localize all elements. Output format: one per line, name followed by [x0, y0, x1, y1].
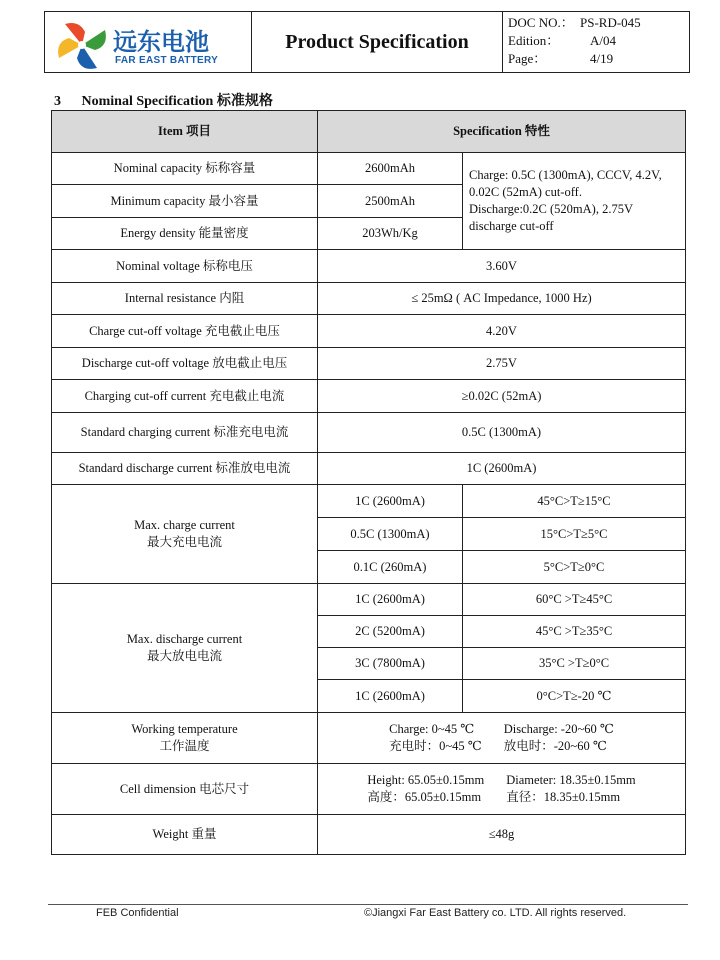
- header-specification: Specification 特性: [318, 111, 686, 153]
- capacity-test-conditions: [463, 153, 686, 250]
- table-row: [52, 713, 686, 764]
- height-cn: 高度：65.05±0.15mm: [367, 790, 482, 804]
- item-internal-resistance: Internal resistance 内阻: [52, 283, 318, 315]
- max-charge-current-value: 0.1C (260mA): [318, 551, 463, 584]
- diameter-column: [506, 772, 635, 806]
- max-charge-label-en: Max. charge current: [134, 518, 235, 532]
- note-line: Charge: 0.5C (1300mA), CCCV, 4.2V,: [469, 168, 662, 182]
- max-discharge-current-value: 3C (7800mA): [318, 648, 463, 680]
- charge-temp-column: [389, 721, 482, 755]
- item-weight: Weight 重量: [52, 815, 318, 855]
- document-meta: [503, 12, 689, 72]
- item-energy-density: Energy density 能量密度: [52, 218, 318, 250]
- logo-cell: [45, 12, 252, 72]
- discharge-temp-column: [504, 721, 614, 755]
- diameter-cn: 直径：18.35±0.15mm: [506, 790, 621, 804]
- max-charge-label-cn: 最大充电电流: [146, 535, 222, 549]
- document-header: [44, 11, 690, 73]
- item-charge-cutoff-voltage: Charge cut-off voltage 充电截止电压: [52, 315, 318, 348]
- table-row: [52, 153, 686, 185]
- table-row: [52, 348, 686, 380]
- edition-value: A/04: [590, 33, 616, 48]
- max-discharge-label-cn: 最大放电电流: [146, 649, 222, 663]
- max-discharge-temp-range: 60°C >T≥45°C: [463, 584, 686, 616]
- table-row: [52, 283, 686, 315]
- spec-weight: ≤48g: [318, 815, 686, 855]
- max-charge-current-value: 0.5C (1300mA): [318, 518, 463, 551]
- height-column: [367, 772, 484, 806]
- document-title: Product Specification: [252, 12, 503, 72]
- note-line: Discharge:0.2C (520mA), 2.75V: [469, 202, 633, 216]
- header-item: Item 项目: [52, 111, 318, 153]
- max-charge-current-value: 1C (2600mA): [318, 485, 463, 518]
- doc-no-row: [508, 14, 689, 32]
- spec-charge-cutoff-voltage: 4.20V: [318, 315, 686, 348]
- height-en: Height: 65.05±0.15mm: [367, 773, 485, 787]
- table-row: [52, 815, 686, 855]
- logo-english-text: FAR EAST BATTERY: [115, 55, 219, 66]
- diameter-en: Diameter: 18.35±0.15mm: [506, 773, 636, 787]
- spec-working-temperature: [318, 713, 686, 764]
- max-discharge-current-value: 1C (2600mA): [318, 680, 463, 713]
- dimension-values: [322, 772, 681, 806]
- footer-divider: [48, 904, 688, 905]
- note-line: 0.02C (52mA) cut-off.: [469, 185, 582, 199]
- max-discharge-current-value: 2C (5200mA): [318, 616, 463, 648]
- logo-chinese-text: 远东电池: [113, 28, 209, 56]
- item-max-discharge-current: [52, 584, 318, 713]
- item-nominal-capacity: Nominal capacity 标称容量: [52, 153, 318, 185]
- table-row: [52, 413, 686, 453]
- footer-confidential: FEB Confidential: [96, 907, 179, 919]
- working-temp-label-en: Working temperature: [131, 722, 238, 736]
- max-discharge-label-en: Max. discharge current: [126, 632, 243, 646]
- max-discharge-temp-range: 45°C >T≥35°C: [463, 616, 686, 648]
- max-discharge-temp-range: 0°C>T≥-20 ℃: [463, 680, 686, 713]
- item-nominal-voltage: Nominal voltage 标称电压: [52, 250, 318, 283]
- discharge-temp-en: Discharge: -20~60 ℃: [503, 722, 614, 736]
- table-row: [52, 485, 686, 518]
- section-title: Nominal Specification 标准规格: [81, 94, 273, 109]
- charge-temp-cn: 充电时：0~45 ℃: [389, 739, 482, 753]
- table-row: [52, 380, 686, 413]
- doc-no-label: DOC NO.：: [508, 15, 574, 30]
- section-heading: [54, 90, 273, 110]
- spec-nominal-voltage: 3.60V: [318, 250, 686, 283]
- working-temp-values: [322, 721, 681, 755]
- item-charging-cutoff-current: Charging cut-off current 充电截止电流: [52, 380, 318, 413]
- max-discharge-temp-range: 35°C >T≥0°C: [463, 648, 686, 680]
- nominal-spec-table: [51, 110, 686, 855]
- spec-charging-cutoff-current: ≥0.02C (52mA): [318, 380, 686, 413]
- item-minimum-capacity: Minimum capacity 最小容量: [52, 185, 318, 218]
- item-cell-dimension: Cell dimension 电芯尺寸: [52, 764, 318, 815]
- table-row: [52, 453, 686, 485]
- page-label: Page：: [508, 51, 547, 66]
- edition-label: Edition：: [508, 33, 560, 48]
- page-value: 4/19: [590, 51, 614, 66]
- pinwheel-logo-icon: [55, 18, 109, 72]
- item-working-temperature: [52, 713, 318, 764]
- spec-cell-dimension: [318, 764, 686, 815]
- max-charge-temp-range: 15°C>T≥5°C: [463, 518, 686, 551]
- note-line: discharge cut-off: [469, 219, 554, 233]
- page-row: [508, 50, 689, 68]
- spec-minimum-capacity: 2500mAh: [318, 185, 463, 218]
- table-row: [52, 250, 686, 283]
- spec-internal-resistance: ≤ 25mΩ ( AC Impedance, 1000 Hz): [318, 283, 686, 315]
- item-discharge-cutoff-voltage: Discharge cut-off voltage 放电截止电压: [52, 348, 318, 380]
- working-temp-label-cn: 工作温度: [159, 739, 210, 753]
- spec-standard-charging-current: 0.5C (1300mA): [318, 413, 686, 453]
- section-number: 3: [54, 94, 61, 109]
- spec-discharge-cutoff-voltage: 2.75V: [318, 348, 686, 380]
- doc-no-value: PS-RD-045: [580, 15, 641, 30]
- footer-copyright: ©Jiangxi Far East Battery co. LTD. All rights reserved.: [364, 907, 627, 919]
- max-discharge-current-value: 1C (2600mA): [318, 584, 463, 616]
- edition-row: [508, 32, 689, 50]
- max-charge-temp-range: 5°C>T≥0°C: [463, 551, 686, 584]
- table-row: [52, 764, 686, 815]
- max-charge-temp-range: 45°C>T≥15°C: [463, 485, 686, 518]
- item-max-charge-current: [52, 485, 318, 584]
- spec-energy-density: 203Wh/Kg: [318, 218, 463, 250]
- item-standard-discharge-current: Standard discharge current 标准放电电流: [52, 453, 318, 485]
- spec-nominal-capacity: 2600mAh: [318, 153, 463, 185]
- spec-standard-discharge-current: 1C (2600mA): [318, 453, 686, 485]
- charge-temp-en: Charge: 0~45 ℃: [389, 722, 475, 736]
- table-row: [52, 315, 686, 348]
- item-standard-charging-current: Standard charging current 标准充电电流: [52, 413, 318, 453]
- table-row: [52, 584, 686, 616]
- discharge-temp-cn: 放电时：-20~60 ℃: [503, 739, 607, 753]
